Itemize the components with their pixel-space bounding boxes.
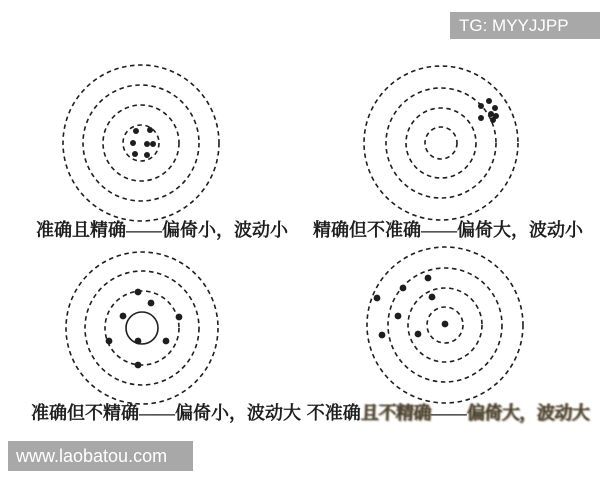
shot-dot xyxy=(135,362,142,369)
shot-dot xyxy=(150,141,156,147)
shot-dot xyxy=(486,98,492,104)
shot-dot xyxy=(478,115,484,121)
shot-dot xyxy=(379,332,386,339)
shot-dot xyxy=(144,141,150,147)
shot-dot xyxy=(148,300,155,307)
shot-dot xyxy=(132,151,138,157)
target-ring xyxy=(406,108,476,178)
shot-dot xyxy=(425,275,432,282)
shot-dot xyxy=(130,140,136,146)
target-accurate-and-precise xyxy=(63,65,219,221)
caption-text: —— xyxy=(430,403,467,423)
caption-precise-not-accurate xyxy=(312,220,584,241)
watermark-website-badge: www.laobatou.com xyxy=(8,441,193,471)
caption-text: 准确但不精确——偏倚小，波动大 xyxy=(31,403,301,423)
watermark-telegram-badge: TG: MYYJJPP xyxy=(450,12,600,39)
caption-not-accurate-not-precise xyxy=(304,403,592,424)
shot-dot xyxy=(106,338,113,345)
shot-dot xyxy=(395,313,402,320)
target-ring xyxy=(103,105,179,181)
shot-dot xyxy=(400,285,407,292)
target-not-accurate-not-precise xyxy=(367,247,523,403)
shot-dot xyxy=(147,127,153,133)
caption-text: 不准确 xyxy=(306,403,361,423)
target-ring xyxy=(425,127,457,159)
target-ring xyxy=(364,66,518,220)
caption-text: 且不精确 xyxy=(360,403,432,423)
shot-dot xyxy=(120,313,127,320)
caption-accurate-not-precise xyxy=(30,403,302,424)
shot-dot xyxy=(135,338,142,345)
target-ring xyxy=(83,85,199,201)
shot-dot xyxy=(135,289,142,296)
shot-dot xyxy=(374,295,381,302)
caption-text: 精确但不准确——偏倚大，波动小 xyxy=(313,220,583,240)
shot-dot xyxy=(176,314,183,321)
target-ring xyxy=(126,312,158,344)
shot-dot xyxy=(144,152,150,158)
target-precise-but-not-accurate xyxy=(364,66,518,220)
shot-dot xyxy=(490,117,496,123)
caption-accurate-precise xyxy=(28,220,296,241)
target-ring xyxy=(63,65,219,221)
shot-dot xyxy=(492,105,498,111)
target-ring xyxy=(66,252,218,404)
shot-dot xyxy=(133,128,139,134)
caption-text: 偏倚大，波动大 xyxy=(466,403,590,423)
shot-dot xyxy=(478,103,484,109)
target-accurate-but-not-precise xyxy=(66,252,218,404)
shot-dot xyxy=(442,321,449,328)
target-ring xyxy=(105,291,179,365)
target-ring xyxy=(85,271,199,385)
caption-text: 准确且精确——偏倚小，波动小 xyxy=(36,220,288,240)
shot-dot xyxy=(429,294,436,301)
shot-dot xyxy=(163,338,170,345)
shot-dot xyxy=(415,331,422,338)
